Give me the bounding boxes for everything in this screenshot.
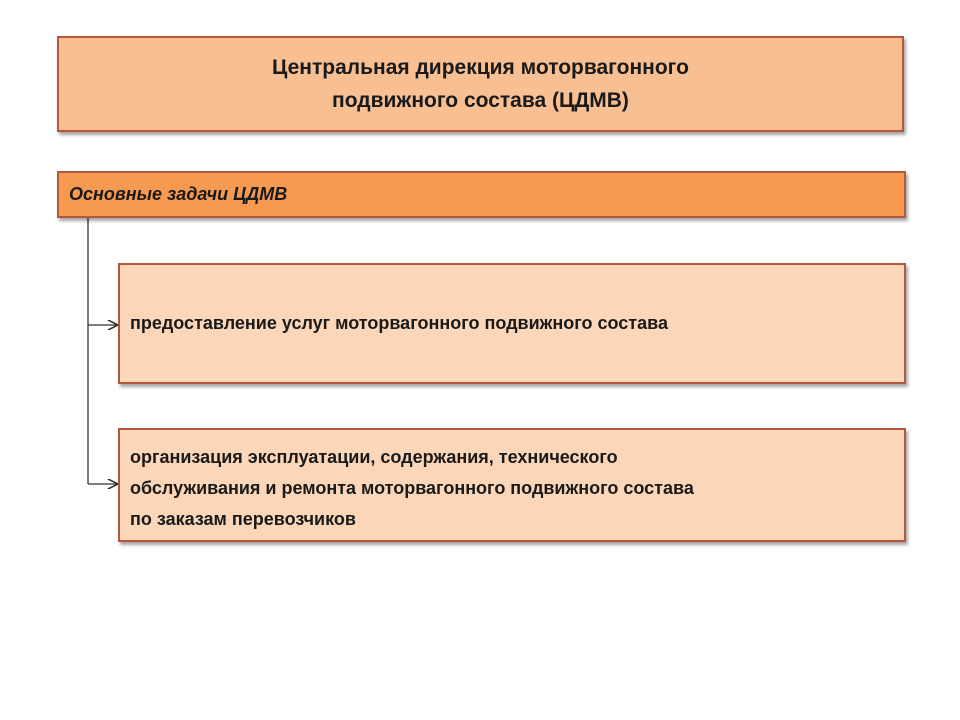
task-1-text: предоставление услуг моторвагонного подвижного состава <box>130 313 668 333</box>
title-line-1: Центральная дирекция моторвагонного <box>272 56 689 79</box>
task-2-line-2: обслуживания и ремонта моторвагонного подвижного состава <box>130 478 694 498</box>
task-box-1 <box>118 263 906 384</box>
title-line-2: подвижного состава (ЦДМВ) <box>332 89 629 112</box>
section-header-label: Основные задачи ЦДМВ <box>69 184 288 204</box>
task-2-line-1: организация эксплуатации, содержания, технического <box>130 447 618 467</box>
task-2-line-3: по заказам перевозчиков <box>130 509 356 529</box>
task-box-2 <box>118 428 906 542</box>
title-box <box>57 36 904 132</box>
section-header-box <box>57 171 906 218</box>
page-title <box>272 51 689 117</box>
